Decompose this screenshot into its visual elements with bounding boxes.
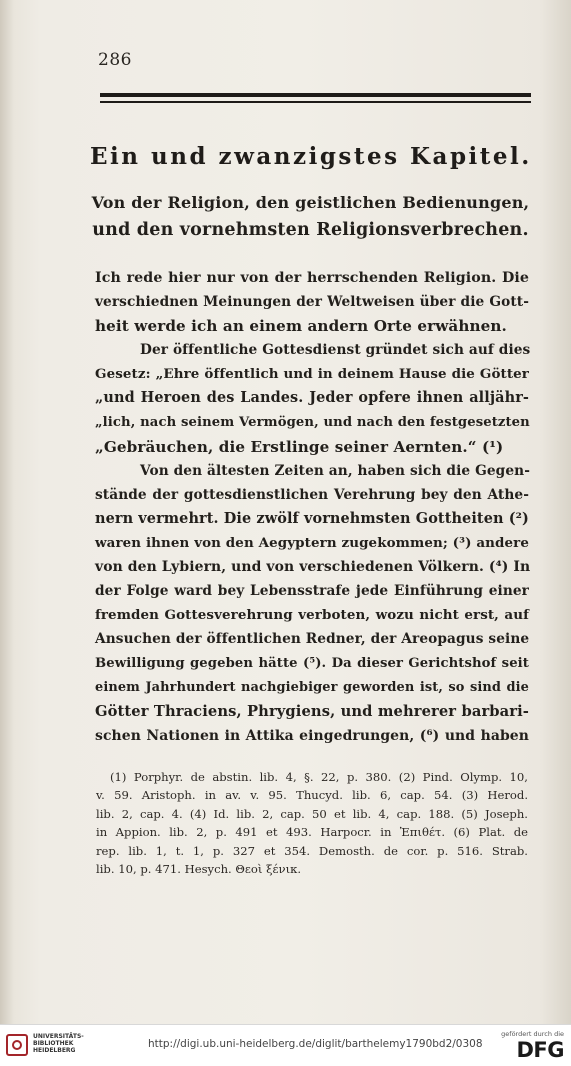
body-line: Gesetz: „Ehre öffentlich und in deinem Hause die Götter [95,366,529,383]
body-line: Ansuchen der öffentlichen Redner, der Areopagus seine [95,631,530,648]
library-name-line: HEIDELBERG [33,1047,76,1054]
body-line: fremden Gottesverehrung verboten, wozu nicht erst, auf [95,607,529,624]
chapter-title: Ein und zwanzigstes Kapitel. [90,143,532,170]
library-name-line: BIBLIOTHEK [33,1040,74,1047]
footnotes [96,768,528,878]
header-rule-thin [100,101,531,103]
header-rule-thick [100,93,531,97]
body-line: waren ihnen von den Aegyptern zugekommen; (³) andere [95,535,530,552]
body-line: der Folge ward bey Lebensstrafe jede Einführung einer [95,583,529,600]
footnote-line: (1) Porphyr. de abstin. lib. 4, §. 22, p. 380. (2) Pind. Olymp. 10, [110,770,528,784]
dfg-logo[interactable]: DFG [516,1038,564,1062]
library-name-line: UNIVERSITÄTS- [33,1033,84,1040]
body-line: „und Heroen des Landes. Jeder opfere ihnen alljähr- [95,389,529,407]
footnote-line: lib. 2, cap. 4. (4) Id. lib. 2, cap. 50 et lib. 4, cap. 188. (5) Joseph. [96,806,528,821]
footnote-line: v. 59. Aristoph. in av. v. 95. Thucyd. lib. 6, cap. 54. (3) Herod. [96,788,528,803]
body-line: Von den ältesten Zeiten an, haben sich die Gegen- [140,462,530,479]
body-line: heit werde ich an einem andern Orte erwähnen. [95,317,507,336]
sponsor-caption: gefördert durch die [501,1030,564,1038]
chapter-subtitle-line: und den vornehmsten Religionsverbrechen. [92,220,529,240]
footnote-line: lib. 10, p. 471. Hesych. Θεοὶ ξένικ. [96,861,302,876]
body-line: Bewilligung gegeben hätte (⁵). Da dieser Gerichtshof seit [95,655,529,671]
body-text [95,266,529,748]
body-line: „lich, nach seinem Vermögen, und nach den festgesetzten [95,414,530,430]
footnote-line: rep. lib. 1, t. 1, p. 327 et 354. Demosth. de cor. p. 516. Strab. [96,843,528,858]
body-line: schen Nationen in Attika eingedrungen, (⁶) und haben [95,727,529,744]
body-line: einem Jahrhundert nachgiebiger geworden ist, so sind die [95,679,529,695]
page-number: 286 [98,50,132,70]
body-line: „Gebräuchen, die Erstlinge seiner Aernten.“ (¹) [95,437,504,456]
university-library-name[interactable] [33,1033,84,1054]
body-line: Der öffentliche Gottesdienst gründet sich auf dies [140,342,531,359]
body-line: Ich rede hier nur von der herrschenden Religion. Die [95,270,529,286]
footnote-line: in Appion. lib. 2, p. 491 et 493. Harpocr. in Ἐπιθέτ. (6) Plat. de [96,825,528,840]
body-line: von den Lybiern, und von verschiedenen Völkern. (⁴) In [95,559,531,576]
permalink-url[interactable]: http://digi.ub.uni-heidelberg.de/diglit/barthelemy1790bd2/0308 [148,1038,483,1050]
university-library-logo-icon[interactable] [6,1034,28,1056]
chapter-subtitle-line: Von der Religion, den geistlichen Bedienungen, [91,193,530,212]
body-line: stände der gottesdienstlichen Verehrung bey den Athe- [95,486,529,503]
viewer-footer [0,1024,571,1066]
body-line: Götter Thraciens, Phrygiens, und mehrerer barbari- [95,702,529,720]
body-line: verschiednen Meinungen der Weltweisen über die Gott- [95,294,529,311]
body-line: nern vermehrt. Die zwölf vornehmsten Gottheiten (²) [95,509,529,527]
